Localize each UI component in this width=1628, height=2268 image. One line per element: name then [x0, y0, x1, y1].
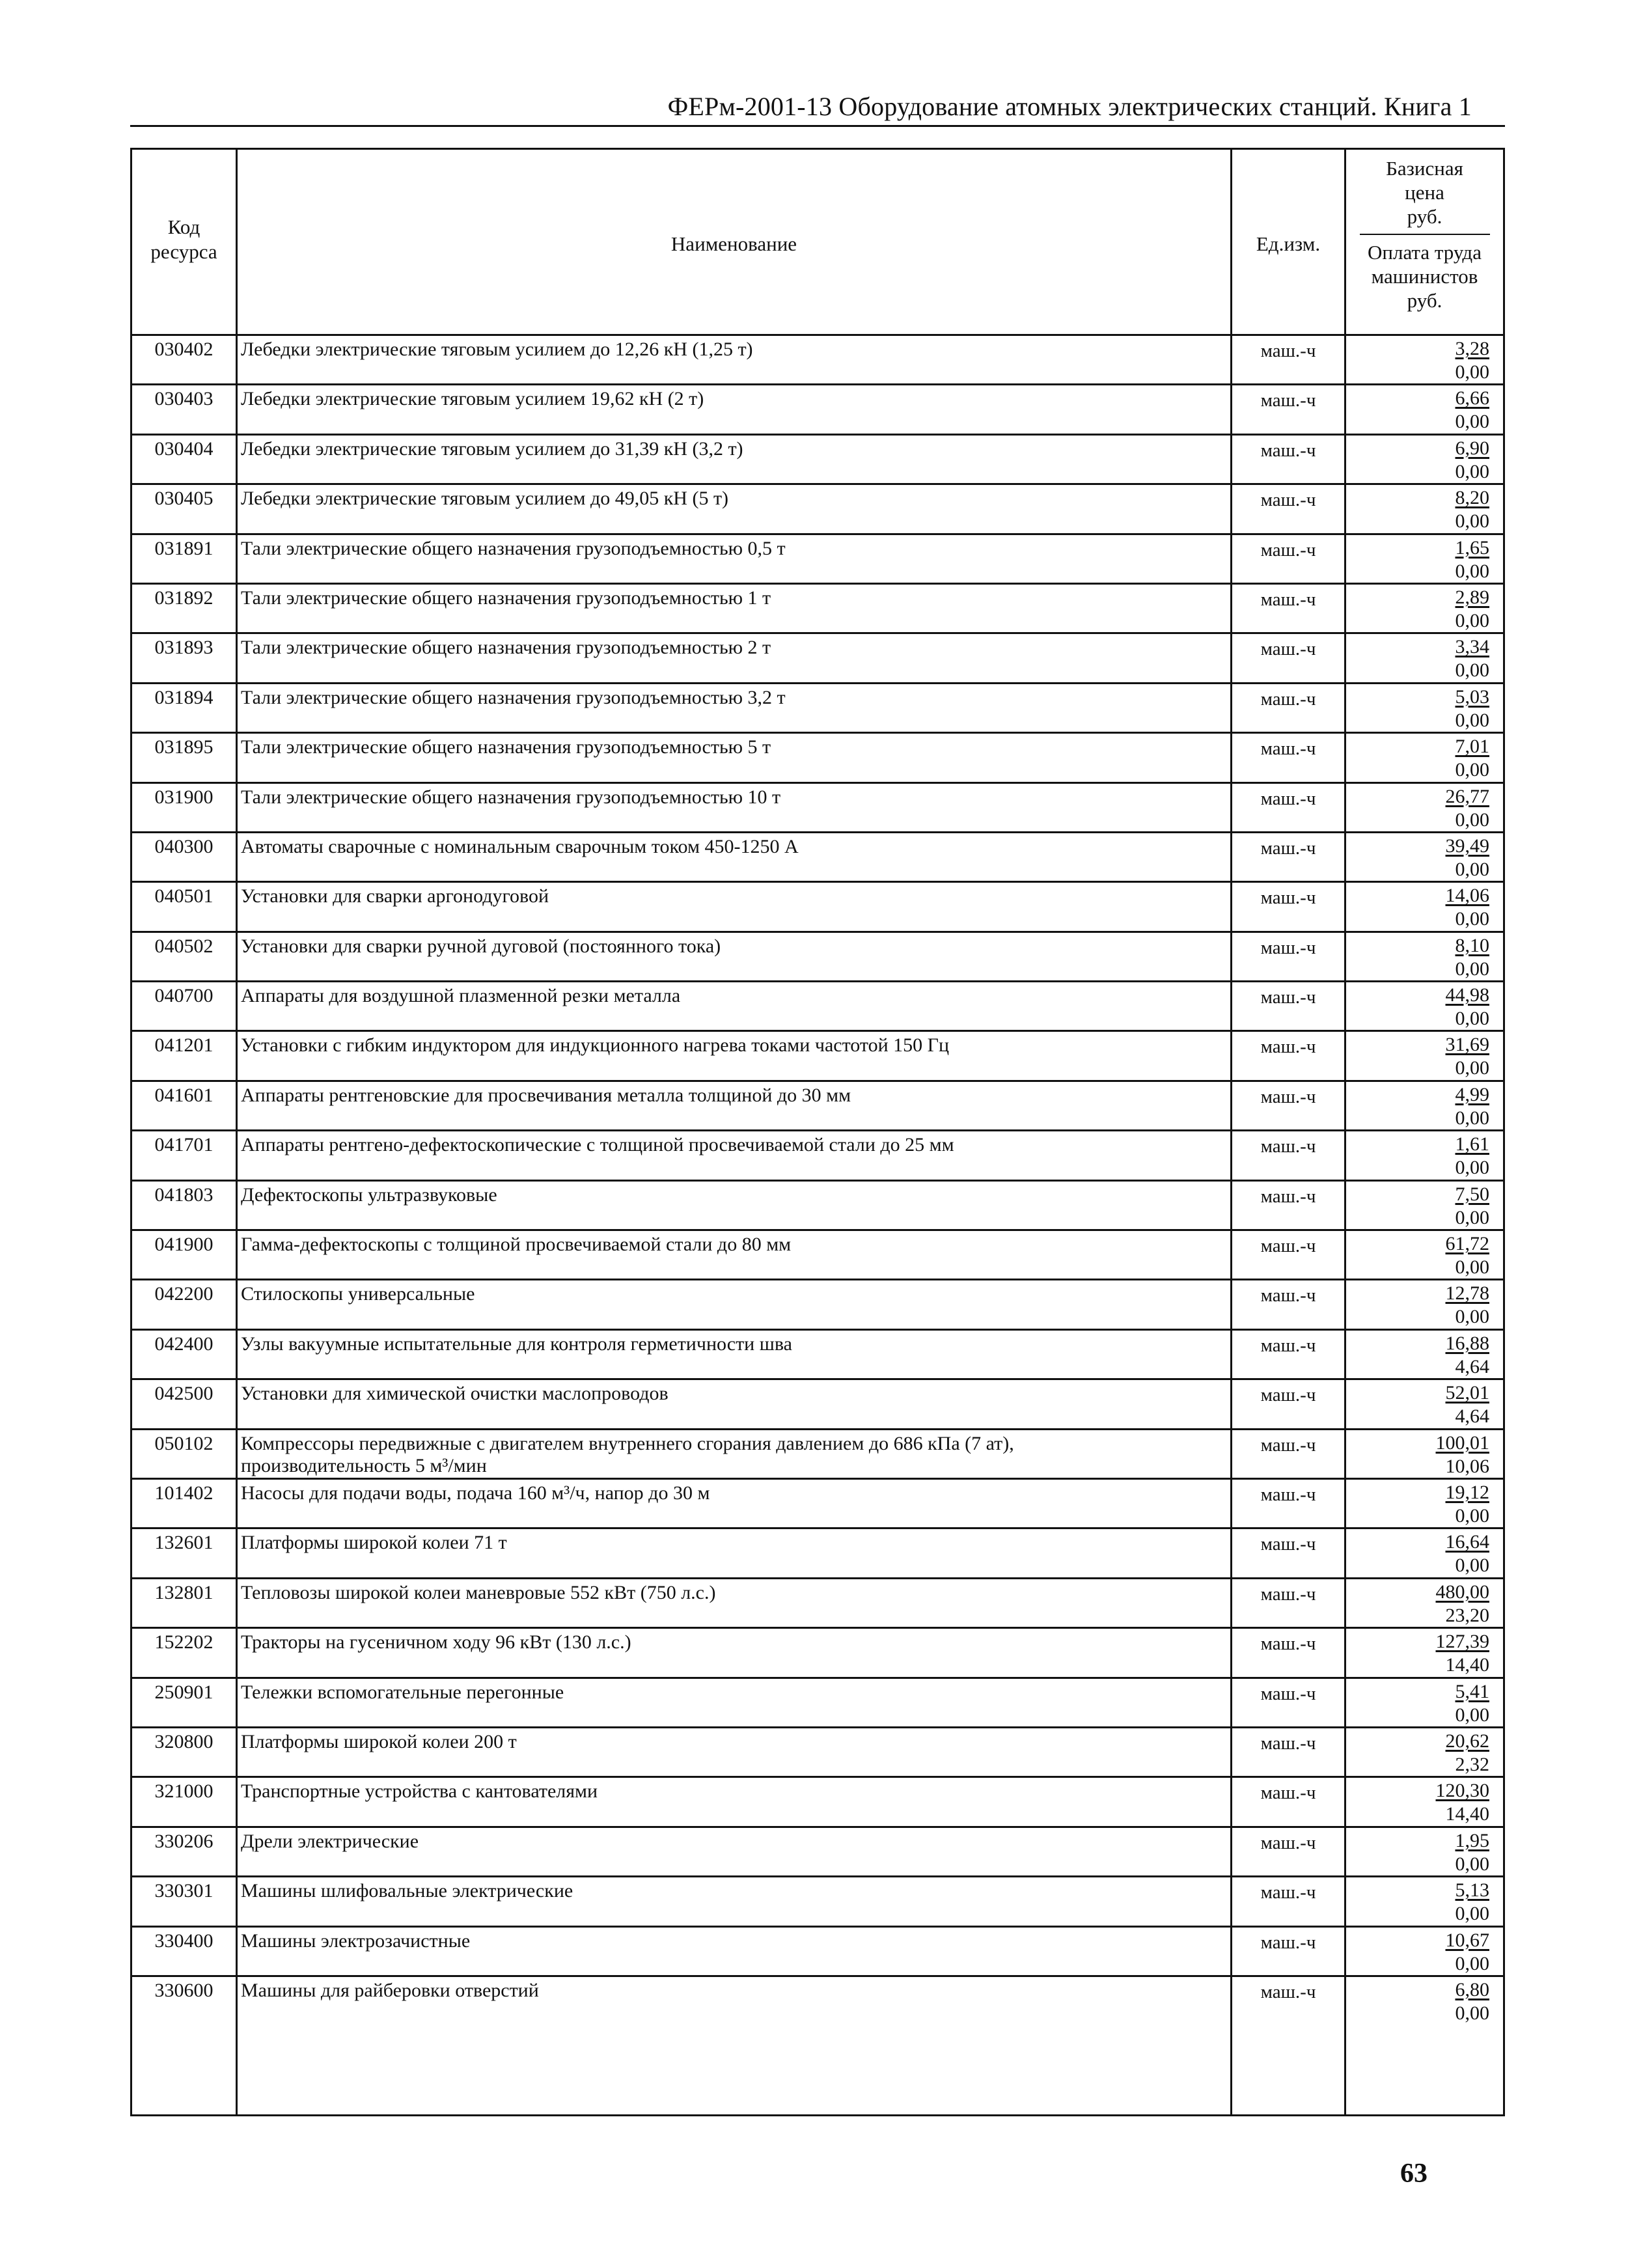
resource-price	[1359, 387, 1489, 434]
resource-unit: маш.-ч	[1260, 639, 1316, 660]
resource-unit: маш.-ч	[1260, 1683, 1316, 1704]
price-base: 2,89	[1455, 586, 1489, 608]
price-base: 4,99	[1455, 1083, 1489, 1105]
price-labor: 0,00	[1455, 460, 1489, 482]
resource-name: Машины для райберовки отверстий	[241, 1979, 539, 2001]
table-row	[130, 535, 1505, 585]
table-row	[130, 982, 1505, 1032]
price-base: 1,95	[1455, 1829, 1489, 1851]
resource-unit: маш.-ч	[1260, 738, 1316, 760]
resource-name: Установки для сварки ручной дуговой (постоянного тока)	[241, 935, 721, 957]
price-base: 100,01	[1435, 1431, 1489, 1454]
table-row	[130, 634, 1505, 684]
resource-code: 041601	[154, 1084, 214, 1106]
price-base: 26,77	[1445, 785, 1489, 807]
resource-name: Дрели электрические	[241, 1830, 419, 1852]
resource-unit: маш.-ч	[1260, 1782, 1316, 1804]
resource-unit: маш.-ч	[1260, 1285, 1316, 1307]
table-row	[130, 1778, 1505, 1827]
resource-code: 031900	[154, 786, 214, 808]
resource-code: 320800	[154, 1730, 214, 1752]
resource-unit: маш.-ч	[1260, 1036, 1316, 1058]
resource-code: 042200	[154, 1283, 214, 1305]
price-labor: 0,00	[1455, 510, 1489, 532]
resource-code: 050102	[154, 1432, 214, 1454]
resource-name: Тали электрические общего назначения грузоподъемностью 3,2 т	[241, 686, 786, 708]
price-base: 44,98	[1445, 984, 1489, 1006]
resource-unit: маш.-ч	[1260, 1633, 1316, 1655]
resource-price	[1359, 1929, 1489, 1976]
resource-name: Компрессоры передвижные с двигателем внутреннего сгорания давлением до 686 кПа (7 ат), производительность 5 м³/мин	[241, 1432, 1014, 1476]
table-row	[130, 1877, 1505, 1927]
resource-code: 152202	[154, 1631, 214, 1653]
price-labor: 4,64	[1455, 1405, 1489, 1428]
price-labor: 23,20	[1445, 1604, 1489, 1626]
resource-code: 250901	[154, 1681, 214, 1703]
price-base: 16,88	[1445, 1332, 1489, 1354]
table-row	[130, 883, 1505, 932]
table-row	[130, 1828, 1505, 1877]
resource-name: Тали электрические общего назначения грузоподъемностью 0,5 т	[241, 537, 786, 559]
resource-unit: маш.-ч	[1260, 1136, 1316, 1157]
resource-name: Тепловозы широкой колеи маневровые 552 кВт (750 л.с.)	[241, 1581, 716, 1603]
resource-name: Установки для сварки аргонодуговой	[241, 885, 549, 907]
price-base: 3,28	[1455, 338, 1489, 359]
price-labor: 0,00	[1455, 958, 1489, 980]
resource-unit: маш.-ч	[1260, 1583, 1316, 1605]
resource-code: 330600	[154, 1979, 214, 2001]
resource-name: Дефектоскопы ультразвуковые	[241, 1183, 497, 1206]
resource-price	[1359, 586, 1489, 633]
resource-price	[1359, 1133, 1489, 1180]
resource-price	[1359, 1581, 1489, 1627]
price-base: 6,90	[1455, 437, 1489, 459]
resource-price	[1359, 884, 1489, 931]
resource-unit: маш.-ч	[1260, 539, 1316, 560]
price-base: 31,69	[1445, 1034, 1489, 1056]
resource-code: 132801	[154, 1581, 214, 1603]
resource-unit: маш.-ч	[1260, 987, 1316, 1008]
table-row	[130, 336, 1505, 385]
resource-price	[1359, 1730, 1489, 1777]
price-base: 39,49	[1445, 835, 1489, 857]
price-base: 6,66	[1455, 387, 1489, 409]
resource-price	[1359, 337, 1489, 384]
resource-price	[1359, 1978, 1489, 2025]
price-labor: 0,00	[1455, 908, 1489, 930]
resource-code: 041701	[154, 1134, 214, 1156]
resource-name: Тележки вспомогательные перегонные	[241, 1681, 564, 1703]
header-name: Наименование	[670, 232, 797, 255]
resource-unit: маш.-ч	[1260, 1534, 1316, 1555]
resource-name: Тали электрические общего назначения грузоподъемностью 2 т	[241, 637, 771, 659]
resource-code: 132601	[154, 1532, 214, 1554]
resource-code: 321000	[154, 1780, 214, 1803]
price-labor: 0,00	[1455, 609, 1489, 631]
price-labor: 14,40	[1445, 1654, 1489, 1676]
resource-price	[1359, 685, 1489, 732]
page-number: 63	[1400, 2159, 1428, 2189]
table-row	[130, 1380, 1505, 1430]
price-labor: 0,00	[1455, 1952, 1489, 1974]
resource-price	[1359, 1481, 1489, 1528]
resource-unit: маш.-ч	[1260, 1335, 1316, 1356]
price-labor: 0,00	[1455, 1704, 1489, 1726]
resource-unit: маш.-ч	[1260, 1931, 1316, 1953]
resource-name: Аппараты для воздушной плазменной резки металла	[241, 985, 681, 1007]
table-row	[130, 1182, 1505, 1231]
price-labor: 0,00	[1455, 1107, 1489, 1129]
price-labor: 0,00	[1455, 361, 1489, 383]
price-labor: 0,00	[1455, 1504, 1489, 1527]
resource-code: 030402	[154, 339, 214, 360]
price-base: 19,12	[1445, 1481, 1489, 1503]
price-base: 1,65	[1455, 536, 1489, 559]
table-row	[130, 833, 1505, 883]
resource-name: Тали электрические общего назначения грузоподъемностью 1 т	[241, 587, 771, 609]
resource-code: 031895	[154, 736, 214, 758]
resource-price	[1359, 1779, 1489, 1826]
resource-code: 030404	[154, 437, 214, 460]
price-base: 1,61	[1455, 1133, 1489, 1155]
table-row	[130, 1280, 1505, 1330]
resource-name: Платформы широкой колеи 71 т	[241, 1532, 507, 1554]
table-row	[130, 1579, 1505, 1629]
table-row	[130, 1728, 1505, 1778]
resource-price	[1359, 1381, 1489, 1428]
price-labor: 0,00	[1455, 759, 1489, 781]
resource-name: Установки для химической очистки маслопроводов	[241, 1383, 669, 1405]
price-labor: 2,32	[1455, 1753, 1489, 1775]
resource-unit: маш.-ч	[1260, 490, 1316, 511]
resource-name: Узлы вакуумные испытательные для контроля герметичности шва	[241, 1333, 792, 1355]
price-base: 5,03	[1455, 685, 1489, 708]
resource-price	[1359, 1033, 1489, 1080]
resource-name: Гамма-дефектоскопы с толщиной просвечиваемой стали до 80 мм	[241, 1234, 792, 1256]
price-labor: 4,64	[1455, 1355, 1489, 1377]
resource-unit: маш.-ч	[1260, 1732, 1316, 1754]
resource-price	[1359, 635, 1489, 682]
resource-code: 030403	[154, 388, 214, 410]
resource-price	[1359, 735, 1489, 782]
resource-unit: маш.-ч	[1260, 1832, 1316, 1853]
resource-unit: маш.-ч	[1260, 837, 1316, 859]
resource-code: 041201	[154, 1034, 214, 1057]
price-base: 127,39	[1435, 1631, 1489, 1653]
price-base: 20,62	[1445, 1730, 1489, 1752]
resource-name: Транспортные устройства с кантователями	[241, 1780, 598, 1803]
resource-price	[1359, 1431, 1489, 1478]
resource-name: Насосы для подачи воды, подача 160 м³/ч, напор до 30 м	[241, 1482, 710, 1504]
price-base: 6,80	[1455, 1978, 1489, 2000]
price-labor: 0,00	[1455, 659, 1489, 682]
price-base: 120,30	[1435, 1780, 1489, 1802]
header-code: Код ресурса	[150, 215, 217, 263]
price-base: 5,41	[1455, 1680, 1489, 1702]
price-labor: 0,00	[1455, 858, 1489, 880]
resource-unit: маш.-ч	[1260, 887, 1316, 909]
resource-code: 030405	[154, 488, 214, 510]
resource-unit: маш.-ч	[1260, 588, 1316, 610]
resource-code: 040501	[154, 885, 214, 907]
price-base: 5,13	[1455, 1879, 1489, 1902]
resource-unit: маш.-ч	[1260, 1484, 1316, 1505]
price-base: 8,20	[1455, 487, 1489, 509]
resource-name: Аппараты рентгено-дефектоскопические с толщиной просвечиваемой стали до 25 мм	[241, 1134, 954, 1156]
table-row	[130, 385, 1505, 435]
table-row	[130, 1131, 1505, 1181]
resource-code: 042400	[154, 1333, 214, 1355]
resource-name: Лебедки электрические тяговым усилием 19,62 кН (2 т)	[241, 388, 704, 410]
price-labor: 0,00	[1455, 1256, 1489, 1279]
resource-price	[1359, 437, 1489, 484]
resource-unit: маш.-ч	[1260, 1086, 1316, 1107]
table-body	[130, 336, 1505, 2026]
price-labor: 0,00	[1455, 809, 1489, 831]
price-base: 12,78	[1445, 1282, 1489, 1305]
resource-price	[1359, 1630, 1489, 1677]
resource-name: Лебедки электрические тяговым усилием до 31,39 кН (3,2 т)	[241, 437, 743, 460]
price-labor: 0,00	[1455, 560, 1489, 582]
table-row	[130, 1977, 1505, 2026]
resource-price	[1359, 1282, 1489, 1329]
resource-name: Тракторы на гусеничном ходу 96 кВт (130 л.с.)	[241, 1631, 631, 1653]
price-base: 480,00	[1435, 1581, 1489, 1603]
resource-price	[1359, 1332, 1489, 1379]
price-base: 61,72	[1445, 1233, 1489, 1255]
header-price-labor: Оплата труда машинистов руб.	[1368, 241, 1482, 312]
price-labor: 0,00	[1455, 1555, 1489, 1577]
table-row	[130, 1679, 1505, 1728]
resource-code: 330400	[154, 1929, 214, 1952]
resource-unit: маш.-ч	[1260, 1882, 1316, 1903]
table-row	[130, 734, 1505, 783]
resource-price	[1359, 1829, 1489, 1876]
price-base: 16,64	[1445, 1531, 1489, 1553]
resource-name: Стилоскопы универсальные	[241, 1283, 475, 1305]
table-row	[130, 1082, 1505, 1131]
resource-price	[1359, 1183, 1489, 1230]
resource-price	[1359, 1232, 1489, 1279]
resource-price	[1359, 1530, 1489, 1577]
price-labor: 0,00	[1455, 2002, 1489, 2024]
resource-price	[1359, 984, 1489, 1030]
price-base: 10,67	[1445, 1929, 1489, 1951]
price-base: 3,34	[1455, 636, 1489, 658]
header-price	[1346, 156, 1503, 312]
resource-unit: маш.-ч	[1260, 390, 1316, 411]
resource-name: Аппараты рентгеновские для просвечивания металла толщиной до 30 мм	[241, 1084, 851, 1106]
resource-price	[1359, 785, 1489, 832]
resource-price	[1359, 934, 1489, 981]
resource-price	[1359, 1879, 1489, 1926]
resource-code: 101402	[154, 1482, 214, 1504]
resource-code: 041803	[154, 1183, 214, 1206]
price-labor: 0,00	[1455, 1853, 1489, 1875]
price-labor: 0,00	[1455, 1306, 1489, 1328]
price-labor: 0,00	[1455, 1008, 1489, 1030]
price-base: 8,10	[1455, 934, 1489, 956]
resource-name: Тали электрические общего назначения грузоподъемностью 10 т	[241, 786, 781, 808]
resource-unit: маш.-ч	[1260, 1185, 1316, 1207]
table-row	[130, 485, 1505, 534]
resource-code: 031892	[154, 587, 214, 609]
price-labor: 0,00	[1455, 1206, 1489, 1228]
resource-unit: маш.-ч	[1260, 1385, 1316, 1406]
header-price-divider	[1360, 234, 1490, 235]
price-labor: 14,40	[1445, 1803, 1489, 1825]
resource-code: 040502	[154, 935, 214, 957]
resource-unit: маш.-ч	[1260, 1981, 1316, 2002]
table-row	[130, 585, 1505, 634]
resource-price	[1359, 835, 1489, 881]
resource-code: 040300	[154, 835, 214, 857]
table-row	[130, 1430, 1505, 1480]
resource-name: Платформы широкой колеи 200 т	[241, 1730, 517, 1752]
table-row	[130, 1331, 1505, 1380]
resource-unit: маш.-ч	[1260, 788, 1316, 809]
table-row	[130, 1529, 1505, 1579]
resource-unit: маш.-ч	[1260, 439, 1316, 461]
price-base: 7,01	[1455, 736, 1489, 758]
price-base: 7,50	[1455, 1183, 1489, 1205]
resource-code: 031894	[154, 686, 214, 708]
price-labor: 10,06	[1445, 1455, 1489, 1477]
resource-code: 031893	[154, 637, 214, 659]
resource-name: Установки с гибким индуктором для индукционного нагрева токами частотой 150 Гц	[241, 1034, 950, 1057]
resource-code: 042500	[154, 1383, 214, 1405]
resource-name: Тали электрические общего назначения грузоподъемностью 5 т	[241, 736, 771, 758]
resource-code: 330206	[154, 1830, 214, 1852]
table-row	[130, 784, 1505, 833]
resource-price	[1359, 536, 1489, 583]
price-labor: 0,00	[1455, 1057, 1489, 1079]
resource-name: Машины шлифовальные электрические	[241, 1880, 573, 1902]
table-row	[130, 436, 1505, 485]
resource-name: Лебедки электрические тяговым усилием до 12,26 кН (1,25 т)	[241, 339, 753, 360]
resource-price	[1359, 1083, 1489, 1130]
header-unit: Ед.изм.	[1256, 232, 1321, 255]
resource-code: 031891	[154, 537, 214, 559]
price-labor: 0,00	[1455, 709, 1489, 731]
resource-unit: маш.-ч	[1260, 1434, 1316, 1456]
price-labor: 0,00	[1455, 1903, 1489, 1925]
resource-unit: маш.-ч	[1260, 688, 1316, 710]
price-labor: 0,00	[1455, 411, 1489, 433]
table-row	[130, 1928, 1505, 1977]
table-row	[130, 933, 1505, 982]
resource-unit: маш.-ч	[1260, 1236, 1316, 1257]
price-labor: 0,00	[1455, 1157, 1489, 1179]
resource-name: Машины электрозачистные	[241, 1929, 471, 1952]
table-row	[130, 684, 1505, 734]
resource-code: 330301	[154, 1880, 214, 1902]
page-title: ФЕРм-2001-13 Оборудование атомных электрических станций. Книга 1	[667, 92, 1472, 121]
resource-code: 041900	[154, 1234, 214, 1256]
table-row	[130, 1231, 1505, 1280]
resource-name: Автоматы сварочные с номинальным сварочным током 450-1250 А	[241, 835, 799, 857]
header-rule	[130, 125, 1505, 127]
resource-price	[1359, 1680, 1489, 1727]
resource-unit: маш.-ч	[1260, 937, 1316, 958]
resource-code: 040700	[154, 985, 214, 1007]
price-base: 14,06	[1445, 885, 1489, 907]
table-row	[130, 1629, 1505, 1678]
price-base: 52,01	[1445, 1382, 1489, 1404]
resource-price	[1359, 486, 1489, 533]
header-price-base: Базисная цена руб.	[1386, 157, 1463, 228]
table-row	[130, 1480, 1505, 1529]
resource-unit: маш.-ч	[1260, 340, 1316, 361]
table-row	[130, 1032, 1505, 1081]
resource-name: Лебедки электрические тяговым усилием до 49,05 кН (5 т)	[241, 488, 729, 510]
